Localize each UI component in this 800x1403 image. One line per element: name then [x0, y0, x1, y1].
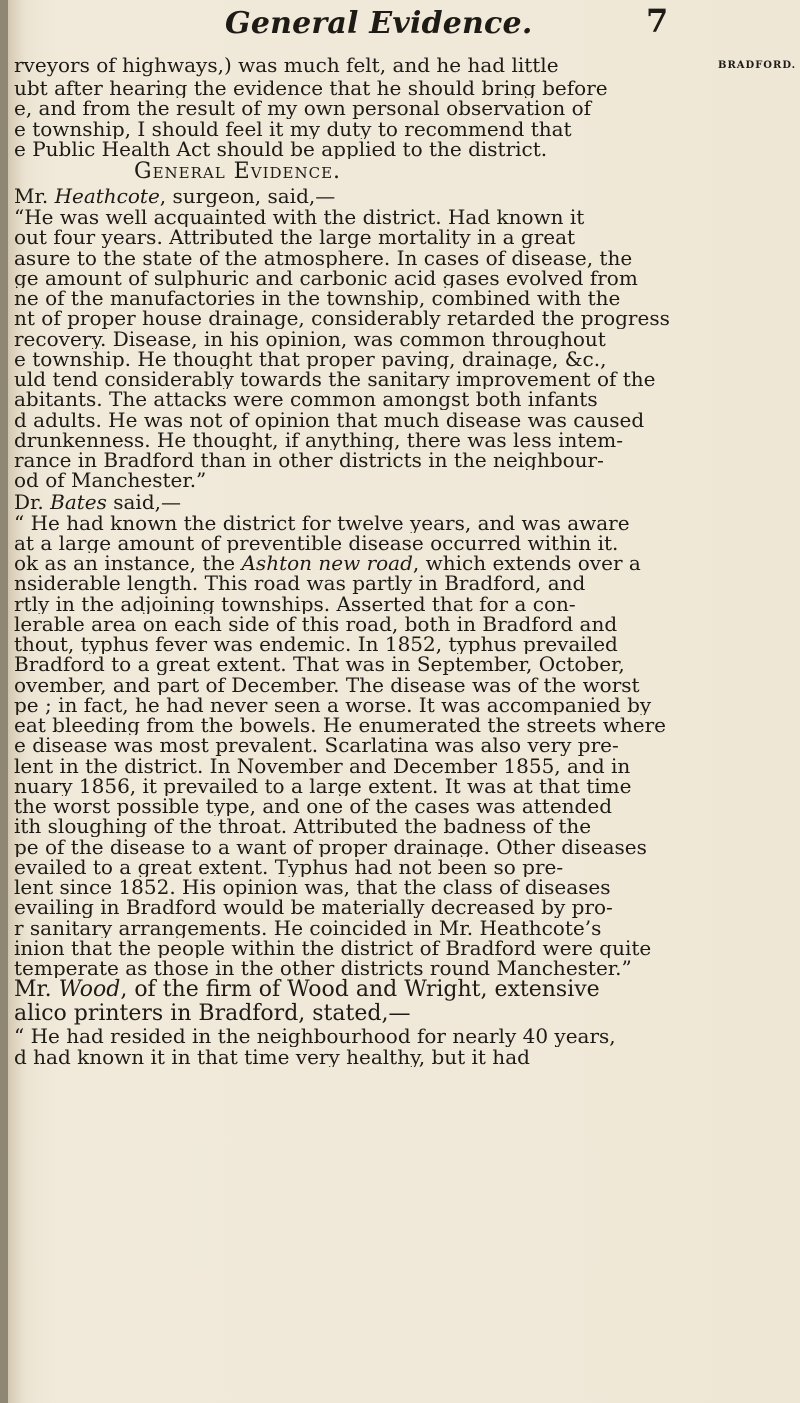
- line-suffix: alico printers in Bradford, stated,—: [14, 1002, 411, 1027]
- text-line: at a large amount of preventible disease occurred within it.: [14, 532, 619, 553]
- text-line: e Public Health Act should be applied to the district.: [14, 138, 548, 159]
- text-line: Bradford to a great extent. That was in September, October,: [14, 654, 625, 675]
- text-line: e township, I should feel it my duty to recommend that: [14, 118, 572, 139]
- text-line: pe of the disease to a want of proper drainage. Other diseases: [14, 836, 647, 857]
- text-line: inion that the people within the district of Bradford were quite: [14, 937, 652, 958]
- text-line: evailed to a great extent. Typhus had not been so pre-: [14, 856, 564, 877]
- text-line: e, and from the result of my own personal observation of: [14, 98, 592, 119]
- text-line: drunkenness. He thought, if anything, there was less intem-: [14, 429, 623, 450]
- text-line: lerable area on each side of this road, both in Bradford and: [14, 613, 618, 634]
- line-prefix: Mr.: [14, 185, 55, 207]
- page-number: 7: [646, 2, 669, 40]
- page-gutter-shadow: [0, 0, 8, 1403]
- text-line: “ He had resided in the neighbourhood for nearly 40 years,: [14, 1026, 616, 1047]
- body-text: [14, 52, 714, 1067]
- text-line: od of Manchester.”: [14, 470, 207, 491]
- text-line: recovery. Disease, in his opinion, was common throughout: [14, 328, 606, 349]
- text-line: nuary 1856, it prevailed to a large extent. It was at that time: [14, 775, 632, 796]
- text-line: nt of proper house drainage, considerably retarded the progress: [14, 308, 670, 329]
- text-line: rveyors of highways,) was much felt, and he had little: [14, 53, 559, 77]
- text-line: the worst possible type, and one of the cases was attended: [14, 796, 612, 817]
- line-suffix: , of the firm of Wood and Wright, extensive: [120, 978, 600, 1003]
- text-line: asure to the state of the atmosphere. In cases of disease, the: [14, 247, 633, 268]
- line-suffix: , which extends over a: [412, 553, 641, 574]
- speaker-name: Bates: [50, 490, 107, 513]
- text-line: rance in Bradford than in other districts in the neighbour-: [14, 450, 604, 471]
- text-line: temperate as those in the other districts round Manchester.”: [14, 958, 632, 979]
- text-line: e township. He thought that proper paving, drainage, &c.,: [14, 348, 607, 369]
- section-heading: General Evidence.: [134, 159, 342, 184]
- text-line: d adults. He was not of opinion that much disease was caused: [14, 409, 645, 430]
- text-line: “ He had known the district for twelve years, and was aware: [14, 512, 630, 533]
- text-line: pe ; in fact, he had never seen a worse. It was accompanied by: [14, 694, 652, 715]
- text-line: lent since 1852. His opinion was, that the class of diseases: [14, 877, 611, 898]
- line-prefix: Mr.: [14, 978, 59, 1003]
- text-line: evailing in Bradford would be materially decreased by pro-: [14, 897, 613, 918]
- text-line: [14, 553, 714, 573]
- speaker-name: Wood: [58, 978, 121, 1003]
- speaker-name: Heathcote: [54, 185, 160, 207]
- speaker-line: [14, 1002, 714, 1026]
- speaker-line: [14, 978, 714, 1002]
- text-line: “He was well acquainted with the district. Had known it: [14, 207, 585, 228]
- running-head: General Evidence.: [225, 6, 533, 41]
- text-line: uld tend considerably towards the sanitary improvement of the: [14, 369, 656, 390]
- text-line: rtly in the adjoining townships. Asserted that for a con-: [14, 593, 576, 614]
- line-suffix: said,—: [106, 490, 181, 513]
- line-prefix: Dr.: [14, 490, 51, 513]
- margin-note: BRADFORD.: [718, 60, 797, 71]
- text-line: r sanitary arrangements. He coincided in Mr. Heathcote’s: [14, 917, 602, 938]
- text-line: d had known it in that time very healthy, but it had: [14, 1046, 530, 1067]
- text-line: out four years. Attributed the large mortality in a great: [14, 227, 576, 248]
- text-line: ubt after hearing the evidence that he should bring before: [14, 78, 608, 99]
- line-suffix: , surgeon, said,—: [159, 185, 336, 207]
- speaker-line: [14, 491, 714, 513]
- speaker-line: [14, 185, 714, 207]
- line-prefix: ok as an instance, the: [14, 553, 242, 574]
- text-line: abitants. The attacks were common amongst both infants: [14, 389, 598, 410]
- text-line: nsiderable length. This road was partly in Bradford, and: [14, 573, 586, 594]
- text-line: eat bleeding from the bowels. He enumerated the streets where: [14, 715, 666, 736]
- text-line: e disease was most prevalent. Scarlatina was also very pre-: [14, 735, 619, 756]
- text-line: thout, typhus fever was endemic. In 1852, typhus prevailed: [14, 634, 618, 655]
- text-line: lent in the district. In November and December 1855, and in: [14, 755, 631, 776]
- text-line: ge amount of sulphuric and carbonic acid gases evolved from: [14, 267, 638, 288]
- text-line: ith sloughing of the throat. Attributed the badness of the: [14, 816, 592, 837]
- text-line: ne of the manufactories in the township, combined with the: [14, 288, 621, 309]
- text-line: ovember, and part of December. The disease was of the worst: [14, 674, 640, 695]
- emphasis-text: Ashton new road: [241, 553, 413, 574]
